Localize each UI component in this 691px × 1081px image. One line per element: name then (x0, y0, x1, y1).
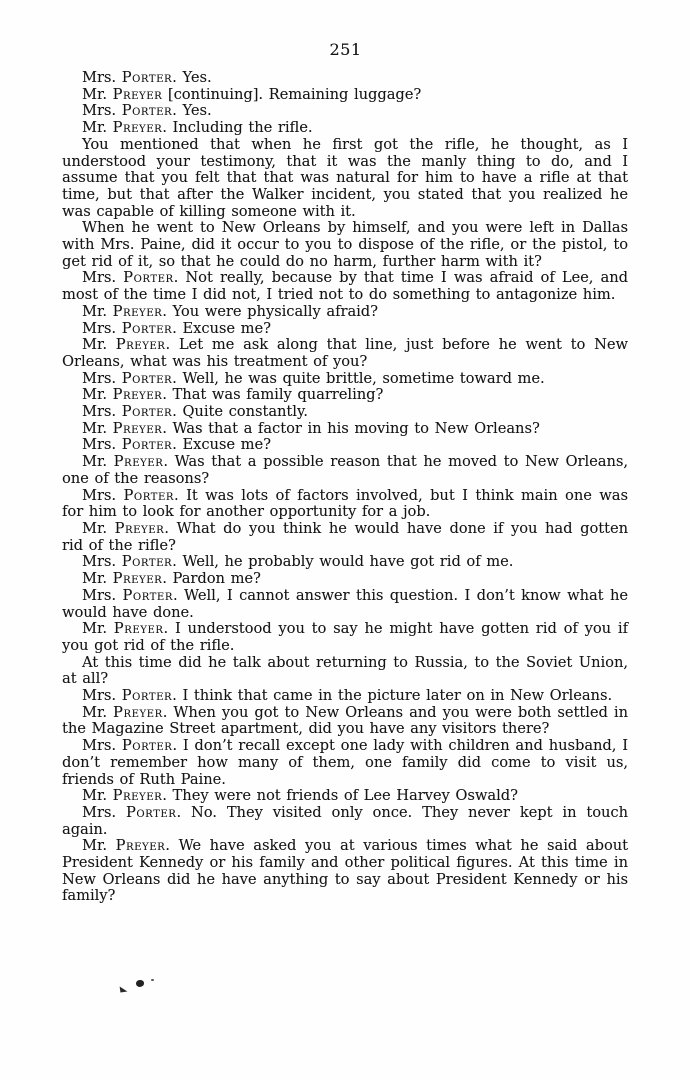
transcript-paragraph (62, 371, 628, 388)
speaker-name: Preyer (112, 85, 163, 103)
speech-text: . Excuse me? (172, 319, 271, 337)
speech-text: Mrs. (82, 737, 122, 755)
speaker-name: Porter (121, 403, 173, 421)
speech-text: Mr. (82, 302, 113, 320)
speech-text: . Well, he was quite brittle, sometime toward me. (172, 369, 545, 387)
speech-text: When he went to New Orleans by himself, and you were left in Dallas with Mrs. Paine, did it occur to you to dispose of the rifle, or the pistol, to get rid of it, so that he could do no harm, further harm with it? (62, 219, 628, 270)
transcript-paragraph (62, 488, 628, 521)
speaker-name: Porter (121, 553, 173, 571)
transcript-paragraph (62, 571, 628, 588)
speech-text: Mrs. (82, 369, 122, 387)
transcript-paragraph (62, 220, 628, 270)
speech-text: Mr. (82, 703, 114, 721)
speech-text: . Including the rifle. (162, 119, 313, 137)
speaker-name: Porter (125, 803, 177, 821)
page-number: 251 (329, 40, 362, 59)
speech-text: Mr. (82, 519, 115, 537)
transcript-paragraph (62, 788, 628, 805)
transcript-paragraph (62, 404, 628, 421)
speech-text: Mr. (82, 119, 113, 137)
speech-text: Mrs. (82, 586, 123, 604)
speaker-name: Preyer (114, 519, 165, 537)
speech-text: . Not really, because by that time I was afraid of Lee, and most of the time I did not, I tried not to do something to antagonize him. (62, 269, 628, 304)
speaker-name: Preyer (113, 703, 163, 721)
transcript-paragraph (62, 838, 628, 905)
speech-text: Mrs. (82, 319, 122, 337)
speech-text: . Let me ask along that line, just before he went to New Orleans, what was his treatment of you? (62, 336, 628, 370)
speech-text: . Well, I cannot answer this question. I don’t know what he would have done. (62, 586, 628, 621)
transcript-paragraph (62, 738, 628, 788)
transcript-paragraph (62, 621, 628, 654)
speaker-name: Preyer (112, 419, 163, 437)
speaker-name: Porter (121, 436, 173, 454)
speech-text: Mr. (82, 570, 113, 588)
speaker-name: Porter (121, 737, 173, 755)
speech-text: . Well, he probably would have got rid of me. (172, 553, 514, 571)
transcript-paragraph (62, 521, 628, 554)
transcript-paragraph (62, 437, 628, 454)
speaker-name: Preyer (112, 570, 163, 588)
speech-text: Mr. (82, 453, 114, 471)
speech-text: Mrs. (82, 486, 124, 504)
transcript-paragraph (62, 270, 628, 303)
speech-text: . Was that a factor in his moving to New Orleans? (162, 419, 540, 437)
speaker-name: Preyer (112, 119, 163, 137)
speaker-name: Preyer (115, 336, 166, 354)
speech-text: . You were physically afraid? (162, 302, 378, 320)
speech-text: . Excuse me? (172, 436, 271, 454)
speech-text: . I don’t recall except one lady with children and husband, I don’t remember how many of them, one family did come to visit us, friends of Ruth Paine. (62, 737, 629, 788)
speech-text: . What do you think he would have done if you had gotten rid of the rifle? (62, 519, 629, 554)
speech-text: . That was family quarreling? (162, 386, 384, 404)
transcript-paragraph (62, 688, 628, 705)
speaker-name: Porter (122, 586, 173, 604)
transcript-paragraph (62, 387, 628, 404)
transcript-paragraph (62, 705, 628, 738)
transcript-paragraph (62, 70, 628, 87)
speech-text: Mrs. (82, 436, 122, 454)
transcript-paragraph (62, 454, 628, 487)
speaker-name: Porter (121, 319, 173, 337)
speech-text: . When you got to New Orleans and you were both settled in the Magazine Street apartment, did you have any visitors there? (62, 703, 628, 738)
speaker-name: Porter (123, 269, 174, 287)
speech-text: . I think that came in the picture later on in New Orleans. (172, 687, 613, 705)
speech-text: Mr. (82, 620, 114, 638)
speech-text: . I understood you to say he might have gotten rid of you if you got rid of the rifle. (62, 620, 628, 654)
speech-text: Mrs. (82, 269, 124, 287)
speech-text: Mrs. (82, 403, 122, 421)
speech-text: . Was that a possible reason that he moved to New Orleans, one of the reasons? (62, 453, 629, 487)
speaker-name: Preyer (115, 837, 166, 855)
transcript-paragraph (62, 655, 628, 688)
speech-text: Mrs. (82, 553, 122, 571)
speech-text: Mr. (82, 419, 113, 437)
speech-text: . We have asked you at various times what he said about President Kennedy or his family and other political figures. At this time in New Orleans did he have anything to say about President Kennedy or his family? (62, 837, 628, 905)
transcript-paragraph (62, 120, 628, 137)
speaker-name: Preyer (112, 386, 163, 404)
speech-text: Mrs. (82, 102, 122, 120)
speech-text: . No. They visited only once. They never kept in touch again. (62, 803, 628, 838)
transcript-paragraph (62, 337, 628, 370)
speaker-name: Preyer (113, 620, 164, 638)
transcript-paragraph (62, 137, 628, 221)
speech-text: Mrs. (82, 803, 126, 821)
speech-text: Mr. (82, 336, 116, 354)
speech-text: Mr. (82, 837, 116, 855)
transcript (62, 70, 628, 905)
ink-speck (151, 979, 154, 981)
transcript-paragraph (62, 421, 628, 438)
ink-speck (120, 986, 128, 993)
speaker-name: Porter (121, 69, 173, 86)
speaker-name: Preyer (112, 787, 163, 805)
speech-text: Mr. (82, 787, 113, 805)
speaker-name: Preyer (113, 453, 164, 471)
transcript-paragraph (62, 554, 628, 571)
speaker-name: Preyer (112, 302, 163, 320)
speech-text: Mrs. (82, 69, 122, 86)
speaker-name: Porter (121, 102, 173, 120)
speech-text: [continuing]. Remaining luggage? (162, 85, 422, 103)
speaker-name: Porter (121, 369, 173, 387)
speaker-name: Porter (121, 687, 173, 705)
speech-text: . Yes. (172, 69, 212, 86)
transcript-paragraph (62, 87, 628, 104)
speech-text: Mrs. (82, 687, 122, 705)
speech-text: Mr. (82, 386, 113, 404)
speech-text: You mentioned that when he first got the rifle, he thought, as I understood your testimony, that it was the manly thing to do, and I assume that you felt that that was natural for him to have a rifle at that time, but that after the Walker incident, you stated that you realized he was capable of killing someone with it. (62, 135, 628, 220)
speaker-name: Porter (123, 486, 174, 504)
transcript-paragraph (62, 805, 628, 838)
speech-text: At this time did he talk about returning to Russia, to the Soviet Union, at all? (62, 653, 628, 688)
ink-speck (136, 980, 144, 987)
speech-text: . Quite constantly. (172, 403, 308, 421)
transcript-paragraph (62, 103, 628, 120)
speech-text: . Pardon me? (162, 570, 261, 588)
speech-text: . It was lots of factors involved, but I think main one was for him to look for another opportunity for a job. (62, 486, 628, 521)
speech-text: Mr. (82, 85, 113, 103)
speech-text: . They were not friends of Lee Harvey Oswald? (162, 787, 518, 805)
transcript-paragraph (62, 321, 628, 338)
transcript-paragraph (62, 588, 628, 621)
speech-text: . Yes. (172, 102, 212, 120)
transcript-paragraph (62, 304, 628, 321)
